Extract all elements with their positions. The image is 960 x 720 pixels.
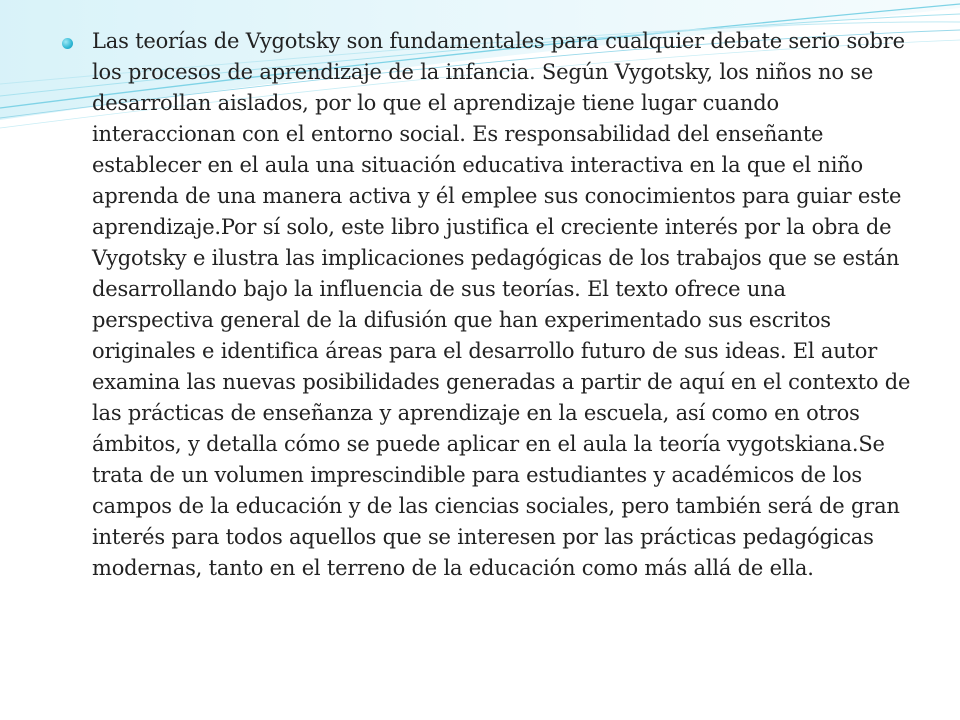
slide-content — [62, 26, 912, 584]
bullet-item — [62, 26, 912, 584]
bullet-dot-icon — [62, 38, 73, 49]
body-paragraph: Las teorías de Vygotsky son fundamentales para cualquier debate serio sobre los procesos de aprendizaje de la infancia. Según Vygotsky, los niños no se desarrollan aislados, por lo que el aprendizaje tiene lugar cuando interaccionan con el entorno social. Es responsabilidad del enseñante establecer en el aula una situación educativa interactiva en la que el niño aprenda de una manera activa y él emplee sus conocimientos para guiar este aprendizaje.Por sí solo, este libro justifica el creciente interés por la obra de Vygotsky e ilustra las implicaciones pedagógicas de los trabajos que se están desarrollando bajo la influencia de sus teorías. El texto ofrece una perspectiva general de la difusión que han experimentado sus escritos originales e identifica áreas para el desarrollo futuro de sus ideas. El autor examina las nuevas posibilidades generadas a partir de aquí en el contexto de las prácticas de enseñanza y aprendizaje en la escuela, así como en otros ámbitos, y detalla cómo se puede aplicar en el aula la teoría vygotskiana.Se trata de un volumen imprescindible para estudiantes y académicos de los campos de la educación y de las ciencias sociales, pero también será de gran interés para todos aquellos que se interesen por las prácticas pedagógicas modernas, tanto en el terreno de la educación como más allá de ella. — [92, 29, 911, 580]
